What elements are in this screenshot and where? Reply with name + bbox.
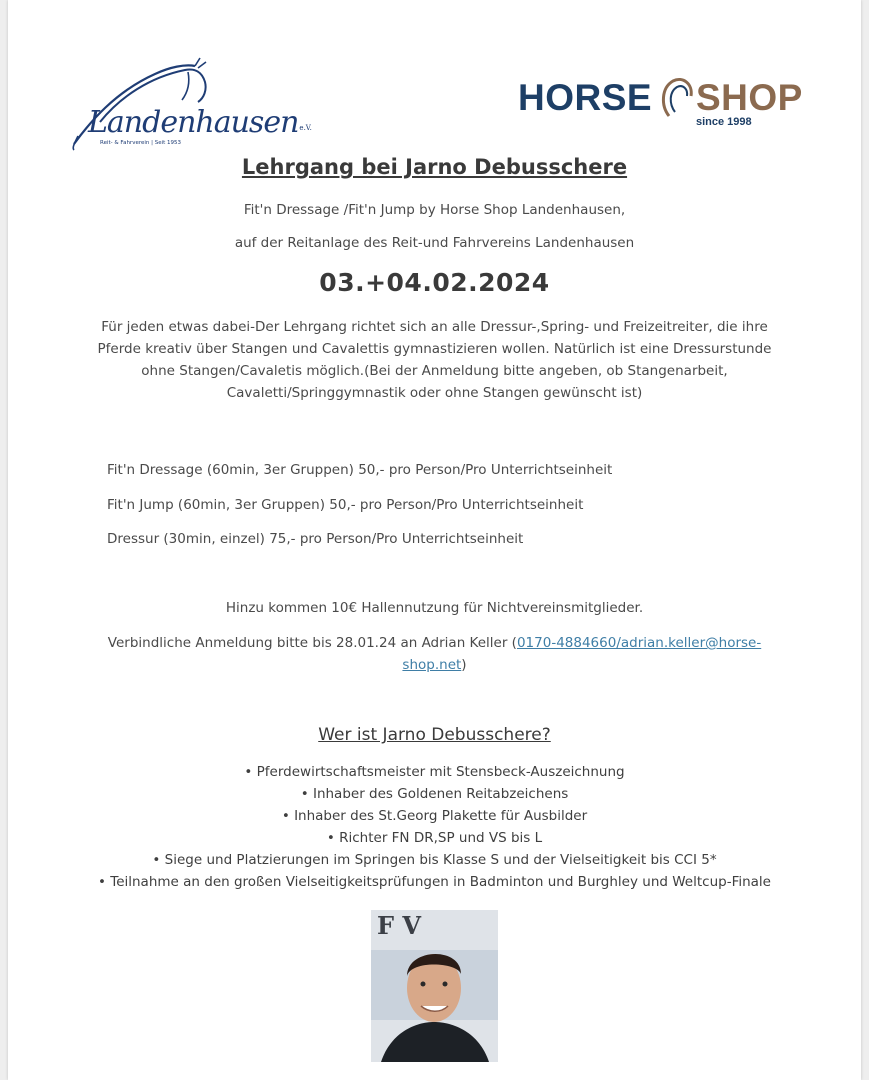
horseshoe-icon [657, 76, 697, 120]
about-bullet: • Teilnahme an den großen Vielseitigkeitsprüfungen in Badminton und Burghley und Weltcup-Finale [97, 874, 771, 890]
hall-fee-note: Hinzu kommen 10€ Hallennutzung für Nichtvereinsmitglieder. [225, 600, 644, 616]
about-bullet: • Richter FN DR,SP und VS bis L [326, 830, 543, 846]
intro-line: Cavaletti/Springgymnastik oder ohne Stangen gewünscht ist) [226, 385, 643, 401]
event-date: 03.+04.02.2024 [319, 268, 550, 297]
flyer-page [8, 0, 861, 1080]
intro-paragraph [8, 316, 861, 404]
about-bullet: • Pferdewirtschaftsmeister mit Stensbeck-Auszeichnung [244, 764, 625, 780]
about-bullet: • Siege und Platzierungen im Springen bis Klasse S und der Vielseitigkeit bis CCI 5* [152, 852, 717, 868]
shop-logo-word-horse: HORSE [518, 77, 653, 118]
contact-link[interactable]: 0170-4884660/adrian.keller@horse- [516, 635, 762, 651]
shop-since: since 1998 [696, 116, 752, 128]
price-item: Fit'n Dressage (60min, 3er Gruppen) 50,- pro Person/Pro Unterrichtseinheit [107, 462, 613, 478]
club-logo [60, 52, 312, 152]
subtitle-line-2: auf der Reitanlage des Reit-und Fahrvereins Landenhausen [234, 235, 635, 251]
registration-note: Verbindliche Anmeldung bitte bis 28.01.24 an Adrian Keller (0170-4884660/adrian.keller@horse- [107, 635, 762, 651]
price-item: Fit'n Jump (60min, 3er Gruppen) 50,- pro Person/Pro Unterrichtseinheit [107, 497, 584, 513]
price-item: Dressur (30min, einzel) 75,- pro Person/Pro Unterrichtseinheit [107, 531, 524, 547]
about-bullet-list [8, 761, 861, 893]
shop-logo-word-shop: SHOP [696, 77, 803, 118]
contact-link-cont[interactable]: shop.net [402, 657, 462, 673]
about-bullet: • Inhaber des St.Georg Plakette für Ausbilder [281, 808, 588, 824]
club-name: Landenhausene.V. [88, 105, 312, 140]
page-title: Lehrgang bei Jarno Debusschere [241, 155, 628, 179]
about-title: Wer ist Jarno Debusschere? [318, 725, 551, 745]
registration-note-cont: shop.net) [402, 657, 467, 673]
horse-shop-logo [518, 74, 818, 134]
subtitle-line-1: Fit'n Dressage /Fit'n Jump by Horse Shop Landenhausen, [243, 202, 626, 218]
about-bullet: • Inhaber des Goldenen Reitabzeichens [300, 786, 569, 802]
intro-line: ohne Stangen/Cavaletis möglich.(Bei der Anmeldung bitte angeben, ob Stangenarbeit, [141, 363, 728, 379]
club-subtitle: Reit- & Fahrverein | Seit 1953 [100, 140, 182, 146]
intro-line: Für jeden etwas dabei-Der Lehrgang richtet sich an alle Dressur-,Spring- und Freizeitreiter, die ihre [101, 319, 768, 335]
intro-line: Pferde kreativ über Stangen und Cavalettis gymnastizieren wollen. Natürlich ist eine Dressurstunde [97, 341, 772, 357]
portrait-image [371, 910, 498, 1062]
photo-backdrop-text: F V [377, 911, 422, 940]
trainer-photo [371, 910, 498, 1062]
